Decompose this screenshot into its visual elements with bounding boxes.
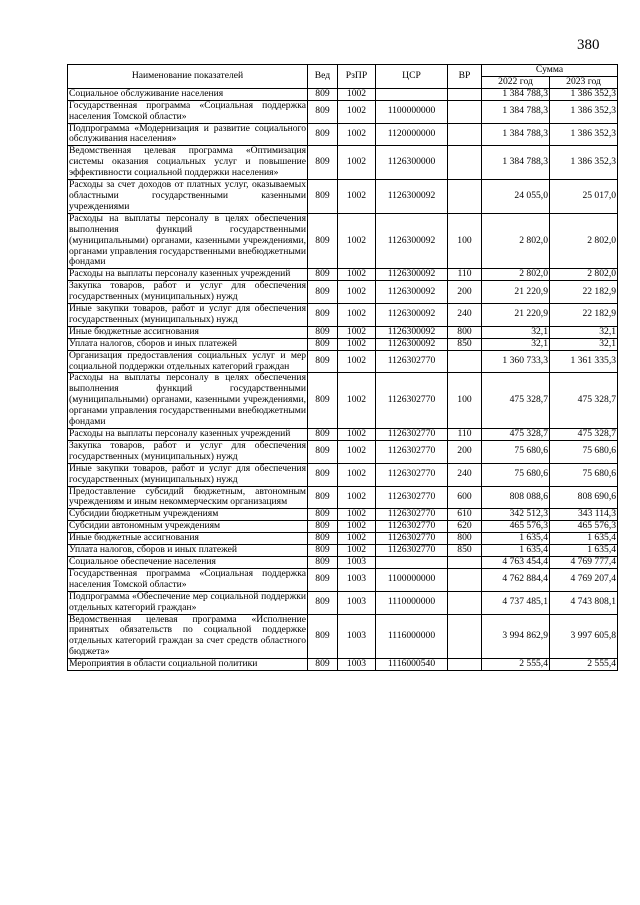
row-csr: 1126300092	[376, 304, 448, 327]
row-name: Субсидии автономным учреждениям	[68, 521, 308, 533]
row-name: Иные закупки товаров, работ и услуг для обеспечения государственных (муниципальных) нужд	[69, 462, 306, 485]
row-sum-2022: 24 055,0	[482, 180, 550, 214]
row-sum-2023: 1 386 352,3	[550, 146, 618, 180]
row-vr	[448, 100, 482, 123]
row-sum-2023: 1 635,4	[550, 545, 618, 557]
row-sum-2022: 32,1	[482, 338, 550, 350]
row-vr	[448, 123, 482, 146]
row-rzpr: 1002	[338, 326, 376, 338]
row-csr: 1100000000	[376, 568, 448, 591]
header-csr: ЦСР	[376, 65, 448, 89]
row-csr: 1126302770	[376, 509, 448, 521]
row-csr: 1126302770	[376, 533, 448, 545]
row-name: Ведомственная целевая программа «Оптимизация системы оказания социальных услуг и повышение эффективности социальной поддержки населения»	[69, 145, 306, 179]
row-rzpr: 1002	[338, 123, 376, 146]
row-rzpr: 1002	[338, 281, 376, 304]
row-ved: 809	[308, 100, 338, 123]
row-rzpr: 1002	[338, 304, 376, 327]
row-sum-2023: 22 182,9	[550, 281, 618, 304]
row-sum-2023: 1 361 335,3	[550, 350, 618, 373]
row-sum-2022: 32,1	[482, 326, 550, 338]
header-year-2022: 2022 год	[482, 76, 550, 88]
row-sum-2022: 21 220,9	[482, 304, 550, 327]
row-vr: 100	[448, 373, 482, 429]
row-sum-2023: 32,1	[550, 326, 618, 338]
header-year-2023: 2023 год	[550, 76, 618, 88]
table-row	[68, 556, 618, 568]
row-sum-2022: 465 576,3	[482, 521, 550, 533]
row-vr	[448, 350, 482, 373]
row-name: Мероприятия в области социальной политики	[68, 659, 308, 671]
table-body	[68, 88, 618, 670]
row-sum-2023: 25 017,0	[550, 180, 618, 214]
row-sum-2023: 1 386 352,3	[550, 88, 618, 100]
row-ved: 809	[308, 213, 338, 269]
table-header	[68, 65, 618, 89]
row-sum-2022: 2 802,0	[482, 213, 550, 269]
row-ved: 809	[308, 373, 338, 429]
row-sum-2022: 21 220,9	[482, 281, 550, 304]
row-vr: 620	[448, 521, 482, 533]
row-sum-2023: 3 997 605,8	[550, 614, 618, 659]
table-row	[68, 180, 618, 214]
row-ved: 809	[308, 123, 338, 146]
row-sum-2022: 1 384 788,3	[482, 100, 550, 123]
row-sum-2023: 4 743 808,1	[550, 591, 618, 614]
row-ved: 809	[308, 88, 338, 100]
table-row	[68, 533, 618, 545]
table-row	[68, 146, 618, 180]
row-ved: 809	[308, 269, 338, 281]
row-sum-2023: 475 328,7	[550, 429, 618, 441]
row-sum-2022: 1 635,4	[482, 545, 550, 557]
row-sum-2023: 1 386 352,3	[550, 123, 618, 146]
row-rzpr: 1003	[338, 614, 376, 659]
table-row	[68, 350, 618, 373]
row-name: Расходы за счет доходов от платных услуг, оказываемых областными государственными казенными учреждениями	[69, 179, 306, 212]
row-name: Иные бюджетные ассигнования	[68, 326, 308, 338]
row-vr	[448, 556, 482, 568]
table-row	[68, 463, 618, 486]
row-rzpr: 1003	[338, 568, 376, 591]
row-sum-2023: 465 576,3	[550, 521, 618, 533]
row-ved: 809	[308, 350, 338, 373]
row-ved: 809	[308, 180, 338, 214]
row-sum-2022: 475 328,7	[482, 373, 550, 429]
table-row	[68, 486, 618, 509]
row-csr: 1126300092	[376, 269, 448, 281]
row-rzpr: 1002	[338, 269, 376, 281]
table-row	[68, 614, 618, 659]
row-ved: 809	[308, 556, 338, 568]
row-rzpr: 1002	[338, 463, 376, 486]
row-csr: 1120000000	[376, 123, 448, 146]
row-ved: 809	[308, 146, 338, 180]
row-name: Социальное обеспечение населения	[68, 556, 308, 568]
row-name: Уплата налогов, сборов и иных платежей	[68, 338, 308, 350]
row-vr	[448, 180, 482, 214]
row-sum-2023: 75 680,6	[550, 463, 618, 486]
row-sum-2022: 808 088,6	[482, 486, 550, 509]
table-row	[68, 440, 618, 463]
table-row	[68, 659, 618, 671]
row-sum-2023: 2 802,0	[550, 213, 618, 269]
row-ved: 809	[308, 304, 338, 327]
row-ved: 809	[308, 591, 338, 614]
row-vr	[448, 659, 482, 671]
row-rzpr: 1002	[338, 440, 376, 463]
row-csr: 1126300092	[376, 281, 448, 304]
row-sum-2023: 75 680,6	[550, 440, 618, 463]
row-csr	[376, 556, 448, 568]
header-sum: Сумма	[482, 65, 618, 77]
row-csr: 1126300000	[376, 146, 448, 180]
row-sum-2022: 2 555,4	[482, 659, 550, 671]
row-rzpr: 1002	[338, 350, 376, 373]
row-vr: 800	[448, 533, 482, 545]
row-rzpr: 1002	[338, 100, 376, 123]
row-rzpr: 1002	[338, 533, 376, 545]
table-row	[68, 269, 618, 281]
row-vr: 600	[448, 486, 482, 509]
header-ved: Вед	[308, 65, 338, 89]
row-csr: 1126302770	[376, 486, 448, 509]
row-name: Социальное обслуживание населения	[68, 88, 308, 100]
row-name: Расходы на выплаты персоналу в целях обеспечения выполнения функций государственными (муниципальными) органами, казенными учреждениями, органами управления государственными внебюджетными фондами	[69, 372, 306, 428]
row-name: Ведомственная целевая программа «Исполнение принятых обязательств по социальной поддержке отдельных категорий граждан за счет средств областного бюджета»	[69, 613, 306, 658]
row-name: Иные бюджетные ассигнования	[68, 533, 308, 545]
row-ved: 809	[308, 509, 338, 521]
row-ved: 809	[308, 568, 338, 591]
row-ved: 809	[308, 521, 338, 533]
row-vr	[448, 568, 482, 591]
table-row	[68, 429, 618, 441]
row-sum-2023: 1 635,4	[550, 533, 618, 545]
row-ved: 809	[308, 440, 338, 463]
row-name: Расходы на выплаты персоналу в целях обеспечения выполнения функций государственными (муниципальными) органами, казенными учреждениями, органами управления государственными внебюджетными фондами	[69, 212, 306, 268]
row-name: Государственная программа «Социальная поддержка населения Томской области»	[69, 99, 306, 122]
row-rzpr: 1002	[338, 373, 376, 429]
row-ved: 809	[308, 545, 338, 557]
row-sum-2022: 1 360 733,3	[482, 350, 550, 373]
row-rzpr: 1002	[338, 88, 376, 100]
row-vr	[448, 591, 482, 614]
row-name: Предоставление субсидий бюджетным, автономным учреждениям и иным некоммерческим организациям	[69, 485, 306, 508]
row-csr: 1126302770	[376, 463, 448, 486]
row-sum-2022: 1 384 788,3	[482, 146, 550, 180]
row-name: Иные закупки товаров, работ и услуг для обеспечения государственных (муниципальных) нужд	[69, 303, 306, 325]
row-name: Закупка товаров, работ и услуг для обеспечения государственных (муниципальных) нужд	[69, 439, 306, 462]
row-vr: 110	[448, 269, 482, 281]
row-csr: 1116000540	[376, 659, 448, 671]
row-ved: 809	[308, 463, 338, 486]
row-vr: 200	[448, 281, 482, 304]
row-ved: 809	[308, 614, 338, 659]
row-ved: 809	[308, 281, 338, 304]
row-ved: 809	[308, 659, 338, 671]
row-sum-2023: 475 328,7	[550, 373, 618, 429]
row-csr: 1116000000	[376, 614, 448, 659]
row-vr: 110	[448, 429, 482, 441]
header-vr: ВР	[448, 65, 482, 89]
row-vr	[448, 146, 482, 180]
row-sum-2023: 2 802,0	[550, 269, 618, 281]
row-sum-2022: 4 763 454,4	[482, 556, 550, 568]
row-vr: 610	[448, 509, 482, 521]
row-csr	[376, 88, 448, 100]
table-row	[68, 545, 618, 557]
row-name: Организация предоставления социальных услуг и мер социальной поддержки отдельных категорий граждан	[69, 349, 306, 372]
row-csr: 1110000000	[376, 591, 448, 614]
table-row	[68, 591, 618, 614]
row-rzpr: 1002	[338, 429, 376, 441]
row-sum-2023: 2 555,4	[550, 659, 618, 671]
row-name: Государственная программа «Социальная поддержка населения Томской области»	[69, 567, 306, 590]
row-sum-2022: 75 680,6	[482, 463, 550, 486]
row-vr: 850	[448, 338, 482, 350]
budget-table	[67, 64, 618, 671]
table-row	[68, 568, 618, 591]
row-sum-2022: 1 635,4	[482, 533, 550, 545]
table-row	[68, 123, 618, 146]
row-sum-2022: 3 994 862,9	[482, 614, 550, 659]
row-sum-2022: 1 384 788,3	[482, 88, 550, 100]
row-rzpr: 1002	[338, 509, 376, 521]
table-row	[68, 281, 618, 304]
row-ved: 809	[308, 326, 338, 338]
row-rzpr: 1002	[338, 521, 376, 533]
row-name: Субсидии бюджетным учреждениям	[68, 509, 308, 521]
page-number: 380	[577, 37, 600, 53]
table-row	[68, 509, 618, 521]
row-vr	[448, 614, 482, 659]
row-rzpr: 1002	[338, 146, 376, 180]
row-sum-2023: 32,1	[550, 338, 618, 350]
row-csr: 1126300092	[376, 326, 448, 338]
row-name: Подпрограмма «Обеспечение мер социальной поддержки отдельных категорий граждан»	[69, 590, 306, 613]
row-sum-2023: 1 386 352,3	[550, 100, 618, 123]
row-vr: 240	[448, 463, 482, 486]
row-csr: 1126302770	[376, 521, 448, 533]
row-sum-2022: 4 737 485,1	[482, 591, 550, 614]
row-rzpr: 1003	[338, 591, 376, 614]
row-vr: 100	[448, 213, 482, 269]
row-sum-2023: 808 690,6	[550, 486, 618, 509]
row-csr: 1126302770	[376, 545, 448, 557]
row-csr: 1126302770	[376, 440, 448, 463]
row-csr: 1126302770	[376, 429, 448, 441]
row-sum-2023: 22 182,9	[550, 304, 618, 327]
row-name: Уплата налогов, сборов и иных платежей	[68, 545, 308, 557]
row-rzpr: 1002	[338, 486, 376, 509]
row-sum-2022: 342 512,3	[482, 509, 550, 521]
table-row	[68, 326, 618, 338]
table-row	[68, 100, 618, 123]
row-vr: 200	[448, 440, 482, 463]
row-csr: 1100000000	[376, 100, 448, 123]
row-name: Подпрограмма «Модернизация и развитие социального обслуживания населения»	[69, 122, 306, 145]
row-sum-2023: 4 769 207,4	[550, 568, 618, 591]
row-csr: 1126300092	[376, 338, 448, 350]
row-sum-2022: 2 802,0	[482, 269, 550, 281]
row-vr: 850	[448, 545, 482, 557]
table-row	[68, 304, 618, 327]
row-sum-2023: 343 114,3	[550, 509, 618, 521]
table-row	[68, 88, 618, 100]
row-rzpr: 1003	[338, 556, 376, 568]
row-sum-2022: 1 384 788,3	[482, 123, 550, 146]
table-row	[68, 213, 618, 269]
row-rzpr: 1002	[338, 180, 376, 214]
row-sum-2023: 4 769 777,4	[550, 556, 618, 568]
row-rzpr: 1002	[338, 338, 376, 350]
table-row	[68, 373, 618, 429]
table-row	[68, 338, 618, 350]
row-csr: 1126302770	[376, 373, 448, 429]
row-vr: 800	[448, 326, 482, 338]
header-name: Наименование показателей	[68, 65, 308, 89]
row-sum-2022: 75 680,6	[482, 440, 550, 463]
row-ved: 809	[308, 486, 338, 509]
row-csr: 1126300092	[376, 213, 448, 269]
row-csr: 1126302770	[376, 350, 448, 373]
row-ved: 809	[308, 533, 338, 545]
row-ved: 809	[308, 429, 338, 441]
row-sum-2022: 4 762 884,4	[482, 568, 550, 591]
row-name: Расходы на выплаты персоналу казенных учреждений	[68, 429, 308, 441]
row-rzpr: 1002	[338, 213, 376, 269]
table-row	[68, 521, 618, 533]
header-rzpr: РзПР	[338, 65, 376, 89]
row-csr: 1126300092	[376, 180, 448, 214]
row-vr: 240	[448, 304, 482, 327]
row-vr	[448, 88, 482, 100]
row-name: Закупка товаров, работ и услуг для обеспечения государственных (муниципальных) нужд	[69, 280, 306, 303]
row-ved: 809	[308, 338, 338, 350]
row-name: Расходы на выплаты персоналу казенных учреждений	[68, 269, 308, 281]
row-rzpr: 1002	[338, 545, 376, 557]
row-sum-2022: 475 328,7	[482, 429, 550, 441]
row-rzpr: 1003	[338, 659, 376, 671]
